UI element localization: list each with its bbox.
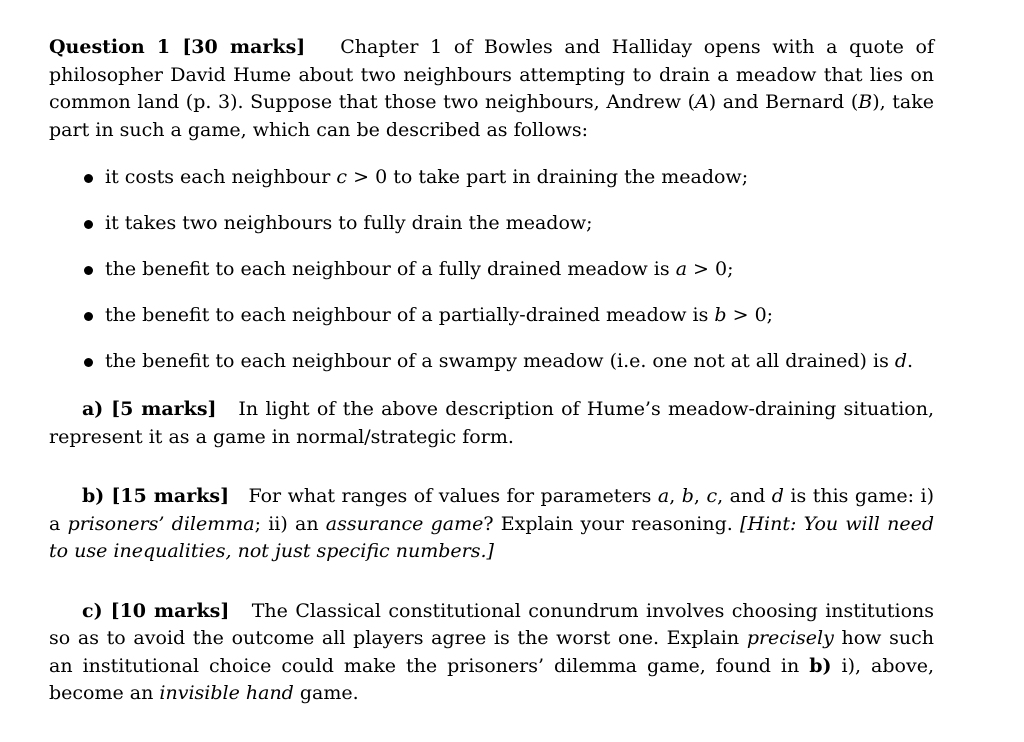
term-invisible-hand: invisible hand [159,682,294,704]
list-item: the benefit to each neighbour of a fully drained meadow is a > 0; [49,256,934,284]
part-c-label: c) [10 marks] [82,599,230,622]
part-b-label: b) [15 marks] [82,485,230,507]
intro-text-2: ) and Bernard ( [708,91,859,113]
part-a-label: a) [5 marks] [82,398,217,420]
term-assurance-game: assurance game [325,512,484,535]
term-prisoners-dilemma: prisoners’ dilemma [67,512,255,535]
bullet-icon [84,174,93,183]
assumption-list [49,164,934,376]
hint-text: [Hint: You will need to use inequalities, not just specific numbers.] [49,512,934,562]
term-precisely: precisely [746,627,834,649]
question-intro [49,34,934,144]
list-item: the benefit to each neighbour of a partially-drained meadow is b > 0; [49,302,934,330]
bullet-icon [84,266,93,275]
var-B: B [858,91,873,113]
part-c: c) [10 marks] The Classical constitutional conundrum involves choosing institutions so as to avoid the outcome all players agree is the worst one. Explain precisely how such an institutional choice could make the prisoners’ dilemma game, found in b) i), above, become an invisible hand game. [49,599,935,704]
bullet-icon [84,358,93,367]
intro-text-1: Chapter 1 of Bowles and Halliday opens with a quote of philosopher David Hume about two neighbours attempting to drain a meadow that lies on common land (p. 3). Suppose that those two neighbours, Andrew ( [49,36,934,113]
var-A: A [695,91,709,113]
list-item: the benefit to each neighbour of a swampy meadow (i.e. one not at all drained) is d. [49,348,934,376]
bullet-icon [84,220,93,229]
part-a [49,396,934,451]
intro-text-3: ), take part in such a game, which can be described as follows: [49,91,934,141]
part-a-text: In light of the above description of Hume’s meadow-draining situation, represent it as a game in normal/strategic form. [49,398,934,448]
list-item: it takes two neighbours to fully drain the meadow; [49,210,934,238]
part-b: b) [15 marks] For what ranges of values for parameters a, b, c, and d is this game: i) a prisoners’ dilemma; ii) an assurance game? Explain your reasoning. [Hint: You will need to use inequalities, not just specific numbers.] [49,485,934,562]
ref-part-b: b) [809,654,832,677]
list-item: it costs each neighbour c > 0 to take part in draining the meadow; [49,164,934,192]
question-label: Question 1 [30 marks] [49,36,306,58]
bullet-icon [84,312,93,321]
